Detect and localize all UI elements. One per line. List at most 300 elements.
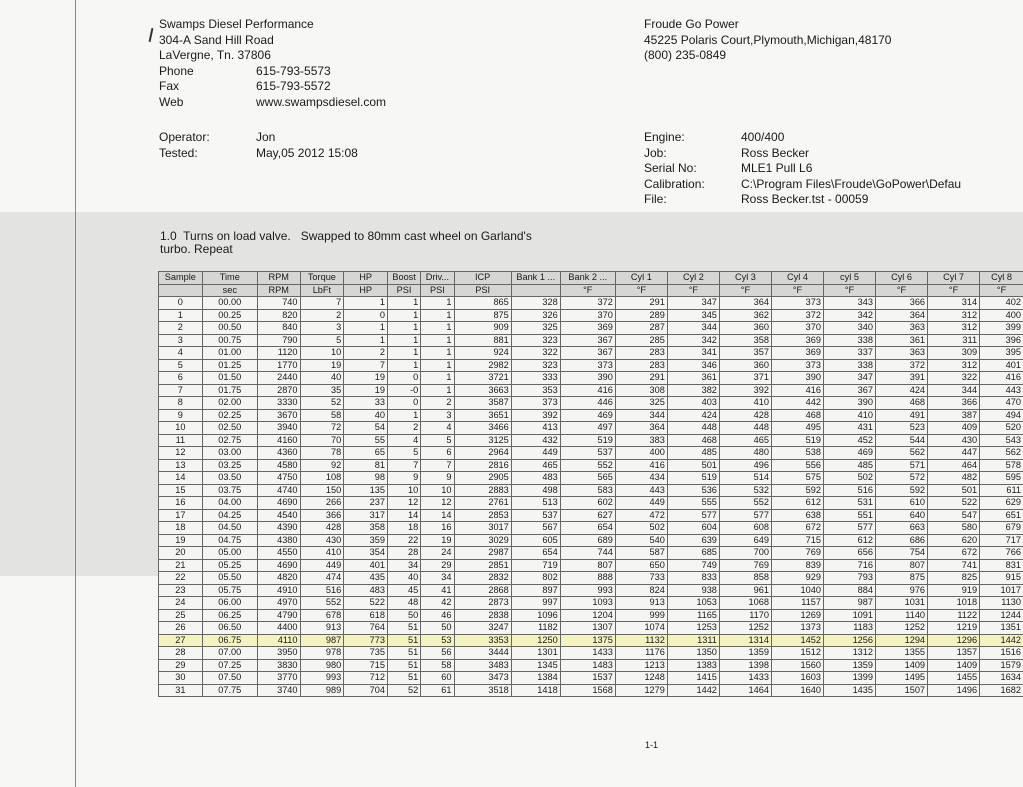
table-cell: 1418 <box>511 684 560 697</box>
table-cell: 424 <box>667 409 719 422</box>
table-cell: 987 <box>300 634 344 647</box>
table-cell: 523 <box>876 422 928 435</box>
vendor-name: Froude Go Power <box>644 17 739 31</box>
table-cell: 3950 <box>257 647 300 660</box>
table-cell: 543 <box>980 434 1023 447</box>
table-cell: 672 <box>928 547 980 560</box>
table-cell: 516 <box>300 584 344 597</box>
table-cell: 884 <box>823 584 875 597</box>
table-cell: 1312 <box>823 647 875 660</box>
table-cell: 325 <box>511 322 560 335</box>
table-cell: 3483 <box>454 659 511 672</box>
table-cell: 314 <box>928 297 980 310</box>
table-cell: 1074 <box>615 622 667 635</box>
column-unit: °F <box>980 284 1023 297</box>
table-cell: 362 <box>719 309 771 322</box>
table-cell: 913 <box>615 597 667 610</box>
table-cell: 1345 <box>511 659 560 672</box>
table-cell: 92 <box>300 459 344 472</box>
table-cell: 608 <box>719 522 771 535</box>
table-cell: 410 <box>300 547 344 560</box>
table-cell: 495 <box>771 422 823 435</box>
table-body <box>159 297 1023 697</box>
table-cell: 1 <box>387 409 420 422</box>
table-cell: 465 <box>719 434 771 447</box>
table-cell: 620 <box>928 534 980 547</box>
table-cell: 717 <box>980 534 1023 547</box>
table-cell: 1415 <box>667 672 719 685</box>
table-cell: 28 <box>159 647 203 660</box>
table-cell: 363 <box>876 322 928 335</box>
table-cell: 3330 <box>257 397 300 410</box>
table-cell: 1 <box>159 309 203 322</box>
table-cell: 3 <box>421 409 454 422</box>
table-cell: 291 <box>615 297 667 310</box>
table-cell: 4380 <box>257 534 300 547</box>
table-cell: 1296 <box>928 634 980 647</box>
vendor-address: 45225 Polaris Court,Plymouth,Michigan,48170 <box>644 32 892 47</box>
lab-city: LaVergne, Tn. 37806 <box>159 48 271 62</box>
column-header: Torque <box>300 272 344 285</box>
table-cell: 1093 <box>560 597 615 610</box>
table-cell: 556 <box>771 459 823 472</box>
table-cell: 897 <box>511 584 560 597</box>
table-cell: 7 <box>421 459 454 472</box>
table-cell: 537 <box>511 509 560 522</box>
table-cell: 360 <box>719 322 771 335</box>
table-cell: 824 <box>615 584 667 597</box>
table-cell: 81 <box>344 459 388 472</box>
table-cell: 1253 <box>667 622 719 635</box>
table-cell: 430 <box>300 534 344 547</box>
table-cell: 447 <box>928 447 980 460</box>
table-cell: 401 <box>344 559 388 572</box>
table-cell: 9 <box>421 472 454 485</box>
table-cell: 10 <box>421 484 454 497</box>
table-cell: 881 <box>454 334 511 347</box>
table-cell: 764 <box>344 622 388 635</box>
table-cell: 5 <box>421 434 454 447</box>
table-cell: 01.75 <box>202 384 257 397</box>
table-cell: 485 <box>667 447 719 460</box>
table-cell: 3940 <box>257 422 300 435</box>
table-cell: 60 <box>421 672 454 685</box>
table-cell: 344 <box>615 409 667 422</box>
table-cell: 00.75 <box>202 334 257 347</box>
table-cell: 5 <box>300 334 344 347</box>
table-cell: 435 <box>344 572 388 585</box>
table-row <box>159 384 1023 397</box>
table-cell: 1248 <box>615 672 667 685</box>
web-label: Web <box>159 94 184 109</box>
table-cell: 51 <box>387 659 420 672</box>
table-cell: 31 <box>159 684 203 697</box>
table-cell: 485 <box>823 459 875 472</box>
table-cell: 05.75 <box>202 584 257 597</box>
table-cell: 12 <box>421 497 454 510</box>
table-cell: 497 <box>560 422 615 435</box>
table-cell: 498 <box>511 484 560 497</box>
table-cell: 858 <box>719 572 771 585</box>
table-cell: 4790 <box>257 609 300 622</box>
table-cell: 449 <box>511 447 560 460</box>
table-cell: 577 <box>667 509 719 522</box>
table-cell: 468 <box>876 397 928 410</box>
table-cell: 1120 <box>257 347 300 360</box>
table-row <box>159 297 1023 310</box>
table-cell: 1 <box>421 322 454 335</box>
table-cell: 1375 <box>560 634 615 647</box>
lab-info-block <box>159 17 386 110</box>
table-cell: 572 <box>876 472 928 485</box>
job-row <box>644 146 1023 162</box>
table-cell: 1250 <box>511 634 560 647</box>
engine-info-block <box>644 130 1023 208</box>
table-cell: 1 <box>421 359 454 372</box>
table-cell: 45 <box>387 584 420 597</box>
table-cell: 10 <box>300 347 344 360</box>
table-cell: 577 <box>719 509 771 522</box>
table-cell: 980 <box>300 659 344 672</box>
table-cell: 402 <box>980 297 1023 310</box>
table-cell: 312 <box>928 359 980 372</box>
table-cell: 78 <box>300 447 344 460</box>
column-header: Cyl 2 <box>667 272 719 285</box>
table-cell: 1483 <box>560 659 615 672</box>
table-cell: 3740 <box>257 684 300 697</box>
table-cell: 369 <box>771 334 823 347</box>
table-cell: 1311 <box>667 634 719 647</box>
table-cell: 345 <box>667 309 719 322</box>
table-cell: 354 <box>344 547 388 560</box>
table-cell: 338 <box>823 334 875 347</box>
table-cell: 1204 <box>560 609 615 622</box>
table-cell: 6 <box>421 447 454 460</box>
table-cell: 55 <box>344 434 388 447</box>
table-cell: 678 <box>300 609 344 622</box>
table-row <box>159 409 1023 422</box>
table-cell: 333 <box>511 372 560 385</box>
table-cell: 367 <box>560 347 615 360</box>
table-cell: 592 <box>771 484 823 497</box>
table-cell: 580 <box>928 522 980 535</box>
table-cell: 1 <box>387 334 420 347</box>
table-cell: 05.00 <box>202 547 257 560</box>
table-cell: 1442 <box>980 634 1023 647</box>
table-cell: 14 <box>387 509 420 522</box>
table-cell: 578 <box>980 459 1023 472</box>
table-cell: 369 <box>560 322 615 335</box>
table-row <box>159 347 1023 360</box>
table-cell: 501 <box>928 484 980 497</box>
table-cell: 3518 <box>454 684 511 697</box>
column-unit: °F <box>615 284 667 297</box>
table-cell: 4970 <box>257 597 300 610</box>
table-cell: 1516 <box>980 647 1023 660</box>
table-cell: 1269 <box>771 609 823 622</box>
table-cell: 1409 <box>928 659 980 672</box>
table-cell: 317 <box>344 509 388 522</box>
table-cell: 2851 <box>454 559 511 572</box>
table-cell: 987 <box>823 597 875 610</box>
table-cell: 7 <box>344 359 388 372</box>
table-cell: 2868 <box>454 584 511 597</box>
table-cell: 3466 <box>454 422 511 435</box>
table-cell: 22 <box>387 534 420 547</box>
table-cell: 587 <box>615 547 667 560</box>
column-header: ICP <box>454 272 511 285</box>
table-cell: 11 <box>159 434 203 447</box>
table-cell: 1770 <box>257 359 300 372</box>
table-cell: 769 <box>719 559 771 572</box>
table-cell: 372 <box>560 297 615 310</box>
table-cell: 8 <box>159 397 203 410</box>
table-cell: 602 <box>560 497 615 510</box>
table-cell: 1 <box>344 334 388 347</box>
table-cell: 3029 <box>454 534 511 547</box>
table-cell: 909 <box>454 322 511 335</box>
table-cell: 766 <box>980 547 1023 560</box>
table-cell: 685 <box>667 547 719 560</box>
table-cell: 448 <box>667 422 719 435</box>
table-cell: 12 <box>159 447 203 460</box>
web-value: www.swampsdiesel.com <box>256 94 387 109</box>
table-cell: 715 <box>771 534 823 547</box>
test-note <box>160 230 650 256</box>
phone-label: Phone <box>159 63 194 78</box>
table-cell: 371 <box>719 372 771 385</box>
table-cell: 1399 <box>823 672 875 685</box>
table-cell: 344 <box>928 384 980 397</box>
table-cell: 02.75 <box>202 434 257 447</box>
table-cell: 605 <box>511 534 560 547</box>
table-cell: 773 <box>344 634 388 647</box>
table-cell: 470 <box>980 397 1023 410</box>
column-header: Driv... <box>421 272 454 285</box>
table-cell: 5 <box>387 447 420 460</box>
table-cell: 4 <box>421 422 454 435</box>
table-cell: 1053 <box>667 597 719 610</box>
table-cell: 432 <box>511 434 560 447</box>
table-cell: 2873 <box>454 597 511 610</box>
column-header: Cyl 7 <box>928 272 980 285</box>
table-cell: 839 <box>771 559 823 572</box>
table-cell: 514 <box>719 472 771 485</box>
table-cell: 16 <box>159 497 203 510</box>
table-cell: 716 <box>823 559 875 572</box>
table-cell: 1182 <box>511 622 560 635</box>
dyno-data-table-wrap <box>158 271 1023 697</box>
table-cell: 2838 <box>454 609 511 622</box>
table-row <box>159 447 1023 460</box>
table-cell: 793 <box>823 572 875 585</box>
table-cell: 483 <box>511 472 560 485</box>
calibration-value: C:\Program Files\Froude\GoPower\Defau <box>741 176 962 191</box>
table-cell: 627 <box>560 509 615 522</box>
table-cell: 1452 <box>771 634 823 647</box>
column-header: Cyl 6 <box>876 272 928 285</box>
table-cell: 567 <box>511 522 560 535</box>
table-cell: 719 <box>511 559 560 572</box>
table-cell: 494 <box>980 409 1023 422</box>
table-cell: 337 <box>823 347 875 360</box>
table-cell: 347 <box>667 297 719 310</box>
table-cell: 875 <box>876 572 928 585</box>
table-cell: 656 <box>823 547 875 560</box>
column-header: HP <box>344 272 388 285</box>
table-cell: 291 <box>615 372 667 385</box>
table-cell: 1383 <box>667 659 719 672</box>
table-cell: 448 <box>719 422 771 435</box>
table-cell: 807 <box>876 559 928 572</box>
column-header: Bank 2 ... <box>560 272 615 285</box>
table-cell: 283 <box>615 359 667 372</box>
table-cell: 51 <box>387 634 420 647</box>
table-cell: 562 <box>980 447 1023 460</box>
table-cell: 442 <box>771 397 823 410</box>
operator-label: Operator: <box>159 130 210 144</box>
fax-value: 615-793-5572 <box>256 79 331 93</box>
table-cell: 21 <box>159 559 203 572</box>
table-cell: 322 <box>511 347 560 360</box>
table-cell: 1634 <box>980 672 1023 685</box>
table-cell: 2761 <box>454 497 511 510</box>
table-cell: 24 <box>421 547 454 560</box>
table-cell: 285 <box>615 334 667 347</box>
table-cell: 4390 <box>257 522 300 535</box>
table-cell: 4110 <box>257 634 300 647</box>
table-cell: 1031 <box>876 597 928 610</box>
table-cell: 1132 <box>615 634 667 647</box>
table-cell: 3770 <box>257 672 300 685</box>
calibration-label: Calibration: <box>644 176 705 191</box>
table-cell: 287 <box>615 322 667 335</box>
table-cell: 7 <box>387 459 420 472</box>
table-cell: 552 <box>300 597 344 610</box>
table-cell: 577 <box>823 522 875 535</box>
table-cell: 2440 <box>257 372 300 385</box>
table-cell: 552 <box>560 459 615 472</box>
table-row <box>159 647 1023 660</box>
table-cell: 3670 <box>257 409 300 422</box>
table-cell: 108 <box>300 472 344 485</box>
table-cell: 531 <box>823 497 875 510</box>
table-cell: 07.50 <box>202 672 257 685</box>
table-cell: 1 <box>387 309 420 322</box>
table-cell: 639 <box>667 534 719 547</box>
table-cell: 650 <box>615 559 667 572</box>
table-cell: 3444 <box>454 647 511 660</box>
table-cell: 06.75 <box>202 634 257 647</box>
table-cell: 915 <box>980 572 1023 585</box>
table-cell: 1640 <box>771 684 823 697</box>
table-cell: 424 <box>876 384 928 397</box>
table-cell: 446 <box>560 397 615 410</box>
table-cell: 831 <box>980 559 1023 572</box>
table-cell: -0 <box>387 384 420 397</box>
table-cell: 46 <box>421 609 454 622</box>
table-cell: 592 <box>876 484 928 497</box>
table-cell: 3 <box>159 334 203 347</box>
table-cell: 2816 <box>454 459 511 472</box>
table-cell: 342 <box>823 309 875 322</box>
table-cell: 976 <box>876 584 928 597</box>
table-cell: 519 <box>667 472 719 485</box>
table-cell: 551 <box>823 509 875 522</box>
table-cell: 366 <box>928 397 980 410</box>
table-cell: 4360 <box>257 447 300 460</box>
table-cell: 396 <box>980 334 1023 347</box>
table-cell: 1183 <box>823 622 875 635</box>
column-header: Time <box>202 272 257 285</box>
table-cell: 474 <box>300 572 344 585</box>
table-cell: 18 <box>159 522 203 535</box>
column-unit: HP <box>344 284 388 297</box>
table-cell: 72 <box>300 422 344 435</box>
table-cell: 325 <box>615 397 667 410</box>
table-cell: 03.50 <box>202 472 257 485</box>
table-cell: 364 <box>876 309 928 322</box>
table-cell: 807 <box>560 559 615 572</box>
table-cell: 978 <box>300 647 344 660</box>
table-cell: 1096 <box>511 609 560 622</box>
table-cell: 14 <box>421 509 454 522</box>
table-cell: 20 <box>159 547 203 560</box>
table-row <box>159 459 1023 472</box>
table-cell: 993 <box>560 584 615 597</box>
table-cell: 361 <box>667 372 719 385</box>
table-cell: 2832 <box>454 572 511 585</box>
table-cell: 1 <box>421 297 454 310</box>
table-cell: 443 <box>615 484 667 497</box>
serial-row <box>644 161 1023 177</box>
table-cell: 358 <box>719 334 771 347</box>
table-cell: 28 <box>387 547 420 560</box>
table-cell: 4910 <box>257 584 300 597</box>
table-cell: 938 <box>667 584 719 597</box>
table-cell: 618 <box>344 609 388 622</box>
table-cell: 65 <box>344 447 388 460</box>
test-info-block <box>159 130 358 161</box>
table-row <box>159 672 1023 685</box>
table-cell: 23 <box>159 584 203 597</box>
table-row <box>159 484 1023 497</box>
table-cell: 790 <box>257 334 300 347</box>
table-cell: 390 <box>771 372 823 385</box>
table-cell: 4540 <box>257 509 300 522</box>
job-label: Job: <box>644 145 667 160</box>
column-unit: RPM <box>257 284 300 297</box>
table-cell: 1256 <box>823 634 875 647</box>
table-cell: 1 <box>421 309 454 322</box>
table-cell: 1603 <box>771 672 823 685</box>
table-cell: 1 <box>421 334 454 347</box>
column-unit: PSI <box>454 284 511 297</box>
table-cell: 469 <box>823 447 875 460</box>
column-unit: °F <box>560 284 615 297</box>
table-cell: 373 <box>560 359 615 372</box>
table-cell: 3 <box>300 322 344 335</box>
table-cell: 428 <box>719 409 771 422</box>
column-unit <box>159 284 203 297</box>
table-cell: 344 <box>667 322 719 335</box>
table-cell: 538 <box>771 447 823 460</box>
table-cell: 413 <box>511 422 560 435</box>
table-cell: 1496 <box>928 684 980 697</box>
table-cell: 48 <box>387 597 420 610</box>
table-cell: 1359 <box>823 659 875 672</box>
table-cell: 2870 <box>257 384 300 397</box>
